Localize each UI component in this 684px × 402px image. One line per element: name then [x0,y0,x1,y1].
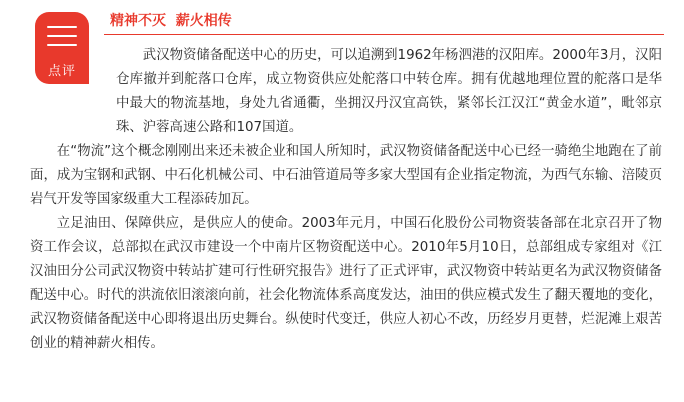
badge-label: 点评 [47,64,76,79]
title-underline [104,34,664,35]
paragraph-1: 武汉物资储备配送中心的历史，可以追溯到1962年杨泗港的汉阳库。2000年3月，汉阳仓库撤并到舵落口仓库，成立物资供应处舵落口中转仓库。拥有优越地理位置的舵落口是华中最大的物流基地，身处九省通衢，坐拥汉丹汉宜高铁，紧邻长江汉江“黄金水道”，毗邻京珠、沪蓉高速公路和107国道。 [116,48,662,135]
section-title: 精神不灭 薪火相传 [110,13,232,29]
paragraph-3: 立足油田、保障供应，是供应人的使命。2003年元月，中国石化股份公司物资装备部在北京召开了物资工作会议，总部拟在武汉市建设一个中南片区物资配送中心。2010年5月10日，总部组成专家组对《江汉油田分公司武汉物资中转站扩建可行性研究报告》进行了正式评审，武汉物资中转站更名为武汉物资储备配送中心。时代的洪流依旧滚滚向前，社会化物流体系高度发达，油田的供应模式发生了翻天覆地的变化，武汉物资储备配送中心即将退出历史舞台。纵使时代变迁，供应人初心不改，历经岁月更替，烂泥滩上艰苦创业的精神薪火相传。 [30,216,662,351]
article-body [30,44,662,356]
paragraph-2: 在“物流”这个概念刚刚出来还未被企业和国人所知时，武汉物资储备配送中心已经一骑绝尘地跑在了前面，成为宝钢和武钢、中石化机械公司、中石油管道局等多家大型国有企业指定物流，为西气东输、涪陵页岩气开发等国家级重大工程添砖加瓦。 [30,144,662,207]
